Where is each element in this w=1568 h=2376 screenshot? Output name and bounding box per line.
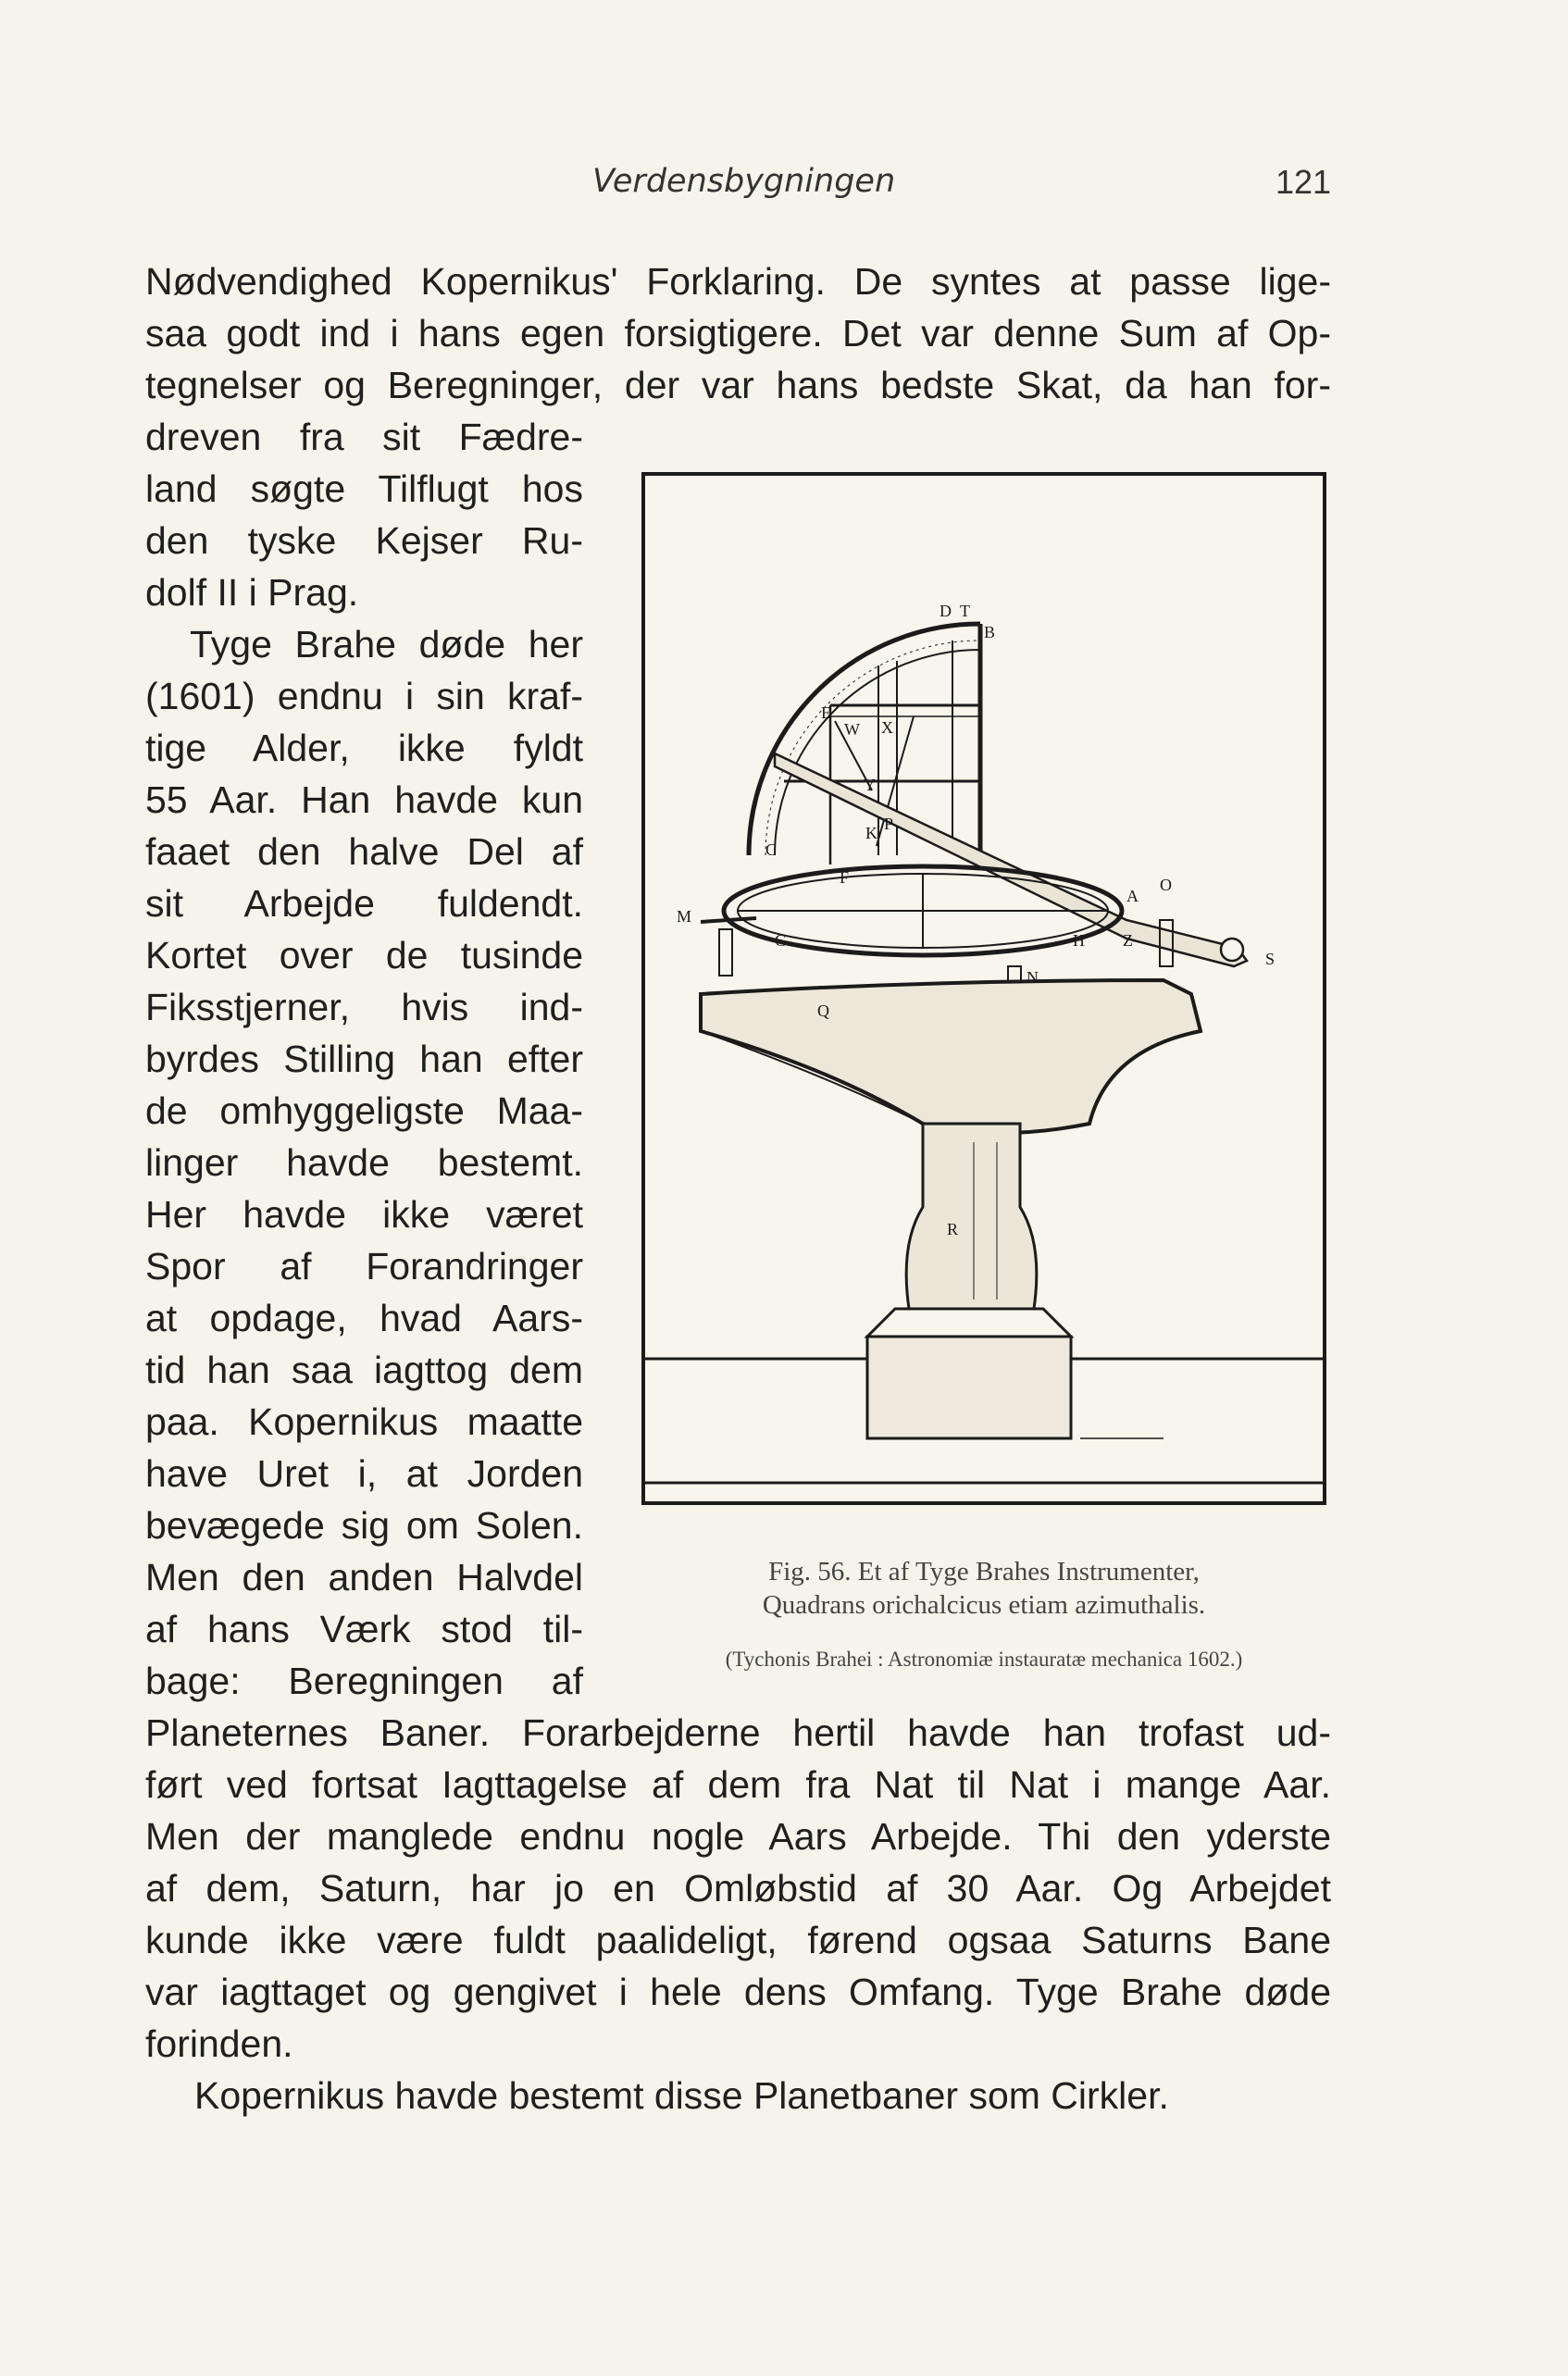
- text-line: forinden.: [145, 2022, 293, 2065]
- text-line: bage: Beregningen af: [145, 1660, 583, 1702]
- text-line: tid han saa iagttog dem: [145, 1349, 583, 1391]
- text-line: at opdage, hvad Aars-: [145, 1297, 583, 1339]
- text-line: af dem, Saturn, har jo en Omløbstid af 30 Aar. Og Arbejdet: [145, 1867, 1331, 1910]
- text-line: var iagttaget og gengivet i hele dens Omfang. Tyge Brahe døde: [145, 1971, 1331, 2013]
- figure-caption-latin: Quadrans orichalcicus etiam azimuthalis.: [762, 1590, 1206, 1620]
- text-line: saa godt ind i hans egen forsigtigere. Det var denne Sum af Op-: [145, 312, 1331, 355]
- text-line: Kopernikus havde bestemt disse Planetbaner som Cirkler.: [194, 2074, 1169, 2117]
- figure-letter: B: [984, 623, 996, 641]
- figure-letter: H: [1073, 931, 1085, 950]
- text-line: Men den anden Halvdel: [145, 1556, 583, 1599]
- figure-letter: C: [765, 840, 778, 859]
- text-line: tige Alder, ikke fyldt: [145, 727, 583, 769]
- figure-letter: Z: [1123, 931, 1133, 950]
- figure-letter: D: [940, 602, 952, 620]
- text-line: Men der manglede endnu nogle Aars Arbejde. Thi den yderste: [145, 1815, 1331, 1858]
- text-line: land søgte Tilflugt hos: [145, 467, 583, 510]
- figure-letter: O: [1160, 876, 1172, 894]
- text-line: faaet den halve Del af: [145, 830, 583, 873]
- page-number: 121: [1276, 163, 1332, 201]
- text-line: Tyge Brahe døde her: [190, 623, 583, 666]
- text-line: kunde ikke være fuldt paalideligt, førend ogsaa Saturns Bane: [145, 1919, 1331, 1961]
- figure-letter: A: [1126, 887, 1139, 905]
- header-title: Verdensbygningen: [592, 163, 896, 200]
- figure-letter: Y: [864, 776, 876, 794]
- text-line: af hans Værk stod til-: [145, 1608, 583, 1650]
- figure-quadrant-illustration: [641, 472, 1326, 1505]
- text-line: paa. Kopernikus maatte: [145, 1400, 583, 1443]
- text-line: have Uret i, at Jorden: [145, 1452, 583, 1495]
- text-line: Her havde ikke været: [145, 1193, 583, 1236]
- text-line: (1601) endnu i sin kraf-: [145, 675, 583, 717]
- figure-caption-source: (Tychonis Brahei : Astronomiæ instauratæ mechanica 1602.): [725, 1648, 1243, 1671]
- figure-letter: W: [844, 720, 860, 739]
- quadrant-engraving: [645, 476, 1323, 1501]
- figure-letter: F: [840, 868, 850, 887]
- figure-letter: R: [947, 1220, 959, 1238]
- text-line: den tyske Kejser Ru-: [145, 519, 583, 562]
- text-line: Spor af Forandringer: [145, 1245, 583, 1288]
- text-line: linger havde bestemt.: [145, 1141, 583, 1184]
- text-line: ført ved fortsat Iagttagelse af dem fra Nat til Nat i mange Aar.: [145, 1763, 1331, 1806]
- text-line: Nødvendighed Kopernikus' Forklaring. De syntes at passe lige-: [145, 260, 1331, 303]
- figure-letter: N: [1027, 968, 1039, 987]
- text-line: byrdes Stilling han efter: [145, 1038, 583, 1080]
- figure-letter: Q: [817, 1001, 829, 1020]
- text-line: Kortet over de tusinde: [145, 934, 583, 977]
- figure-letter: P: [884, 815, 894, 833]
- figure-letter: K: [865, 824, 877, 842]
- figure-letter: S: [1265, 950, 1276, 968]
- figure-letter: E: [821, 703, 831, 722]
- text-line: Planeternes Baner. Forarbejderne hertil havde han trofast ud-: [145, 1711, 1331, 1754]
- figure-letter: M: [677, 907, 692, 926]
- text-line: dreven fra sit Fædre-: [145, 416, 583, 458]
- figure-letter: G: [775, 931, 787, 950]
- text-line: dolf II i Prag.: [145, 571, 359, 614]
- text-line: 55 Aar. Han havde kun: [145, 778, 583, 821]
- text-line: tegnelser og Beregninger, der var hans bedste Skat, da han for-: [145, 364, 1331, 406]
- text-line: sit Arbejde fuldendt.: [145, 882, 583, 925]
- text-line: bevægede sig om Solen.: [145, 1504, 583, 1547]
- figure-letter: X: [881, 718, 893, 737]
- figure-caption-title: Fig. 56. Et af Tyge Brahes Instrumenter,: [768, 1557, 1200, 1586]
- figure-letter: T: [960, 602, 970, 620]
- text-line: de omhyggeligste Maa-: [145, 1089, 583, 1132]
- text-line: Fiksstjerner, hvis ind-: [145, 986, 583, 1028]
